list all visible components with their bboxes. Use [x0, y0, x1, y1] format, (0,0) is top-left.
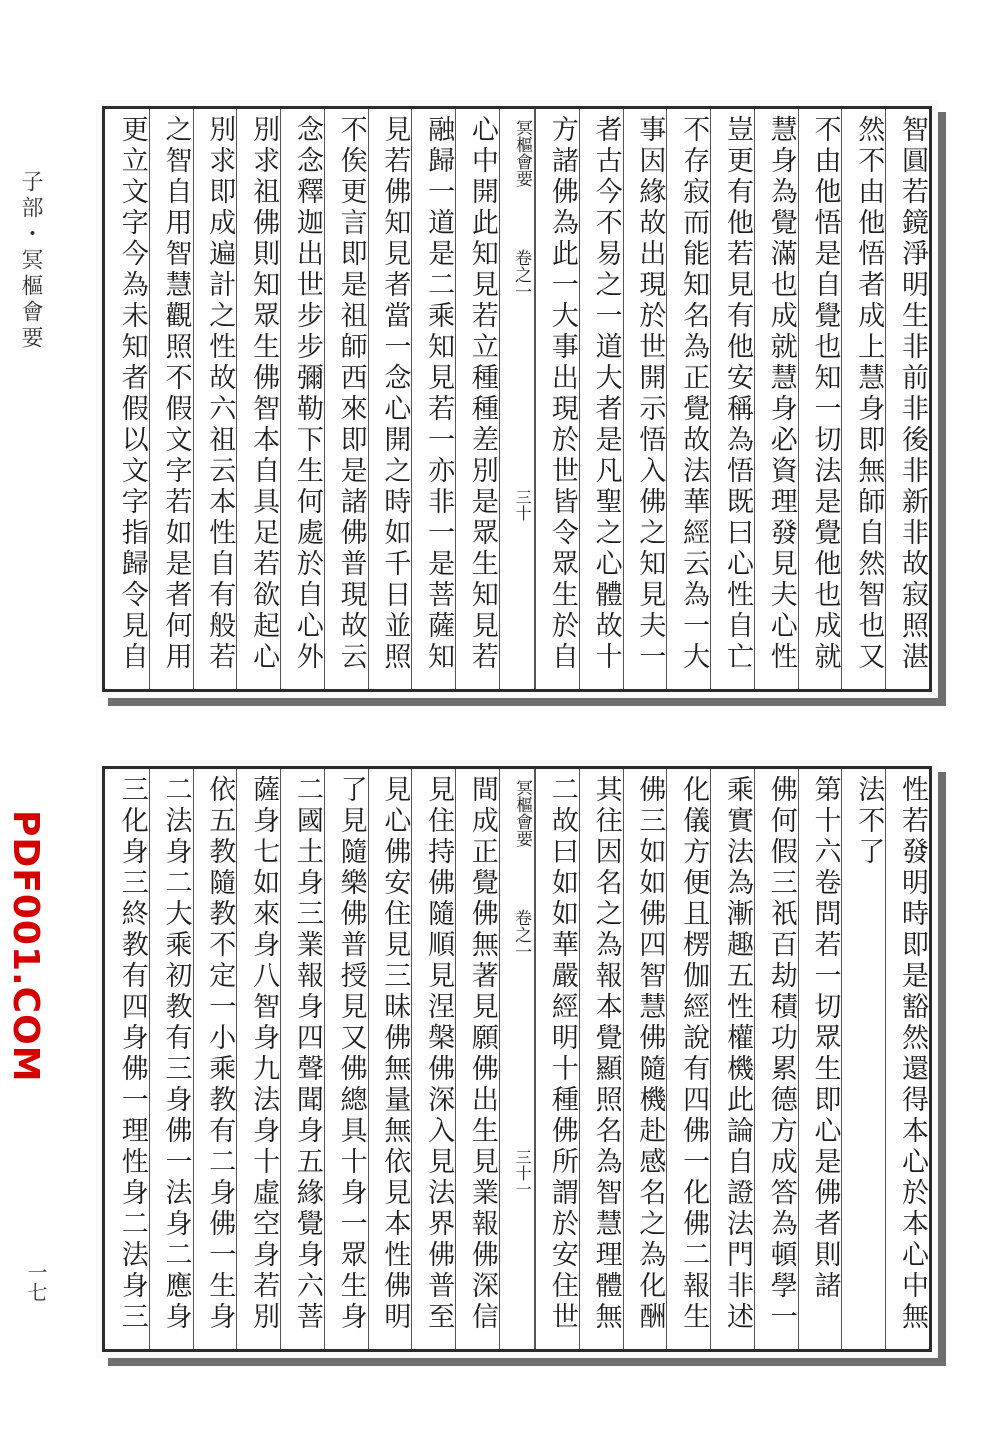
- text-column: 依五教隨教不定一小乘教有二身佛一生身: [193, 769, 237, 1349]
- text-column: 性若發明時即是豁然還得本心於本心中無: [885, 769, 929, 1349]
- center-gutter: [499, 109, 535, 689]
- bottom-text-frame: [102, 766, 932, 1352]
- site-watermark: PDF001.COM: [5, 810, 46, 1083]
- text-column: 豈更有他若見有他安稱為悟既曰心性自亡: [710, 109, 754, 689]
- gutter-folio: 三十一: [513, 1149, 533, 1197]
- text-column: 事因緣故出現於世開示悟入佛之知見夫一: [623, 109, 667, 689]
- text-column: 者古今不易之一道大者是凡聖之心體故十: [579, 109, 623, 689]
- text-column: 二故曰如如華嚴經明十種佛所謂於安住世: [535, 769, 579, 1349]
- gutter-folio: 三十: [513, 489, 533, 521]
- top-text-frame: [102, 106, 932, 692]
- gutter-title: 冥樞會要: [512, 119, 533, 187]
- text-column: 之智自用智慧觀照不假文字若如是者何用: [149, 109, 193, 689]
- text-column: 念念釋迦出世步步彌勒下生何處於自心外: [280, 109, 324, 689]
- top-text-block: [96, 100, 938, 698]
- center-gutter: [499, 769, 535, 1349]
- bottom-text-block: [96, 760, 938, 1358]
- text-column: 間成正覺佛無著見願佛出生見業報佛深信: [455, 769, 499, 1349]
- text-column: 第十六卷問若一切眾生即心是佛者則諸: [798, 769, 842, 1349]
- text-column: 見心佛安住見三昧佛無量無依見本性佛明: [368, 769, 412, 1349]
- text-column: 不存寂而能知名為正覺故法華經云為一大: [666, 109, 710, 689]
- text-column: 更立文字今為未知者假以文字指歸令見自: [116, 115, 148, 673]
- text-column: 二國土身三業報身四聲聞身五緣覺身六菩: [280, 769, 324, 1349]
- text-column: 見若佛知見者當一念心開之時如千日並照: [368, 109, 412, 689]
- text-column: 見住持佛隨順見涅槃佛深入見法界佛普至: [411, 769, 455, 1349]
- text-column: 慧身為覺滿也成就慧身必資理發見夫心性: [754, 109, 798, 689]
- page-number: 一七: [24, 1262, 48, 1302]
- text-column: 化儀方便且楞伽經說有四佛一化佛二報生: [666, 769, 710, 1349]
- text-column: 薩身七如來身八智身九法身十虛空身若別: [236, 769, 280, 1349]
- text-column: 三化身三終教有四身佛一理性身二法身三: [116, 775, 148, 1333]
- text-column: 其往因名之為報本覺顯照名為智慧理體無: [579, 769, 623, 1349]
- text-column: 別求祖佛則知眾生佛智本自具足若欲起心: [236, 109, 280, 689]
- text-column: 二法身二大乘初教有三身佛一法身二應身: [149, 769, 193, 1349]
- text-column: 別求即成遍計之性故六祖云本性自有般若: [193, 109, 237, 689]
- text-column: 智圓若鏡淨明生非前非後非新非故寂照湛: [885, 109, 929, 689]
- text-column: 法不了: [841, 769, 885, 1349]
- text-column: 不由他悟是自覺也知一切法是覺他也成就: [798, 109, 842, 689]
- gutter-title: 冥樞會要: [512, 779, 533, 847]
- text-column: 佛三如如佛四智慧佛隨機赴感名之為化酬: [623, 769, 667, 1349]
- text-column: 然不由他悟者成上慧身即無師自然智也又: [841, 109, 885, 689]
- text-column: 乘實法為漸趣五性權機此論自證法門非述: [710, 769, 754, 1349]
- text-column: 融歸一道是二乘知見若一亦非一是菩薩知: [411, 109, 455, 689]
- text-column: 方諸佛為此一大事出現於世皆令眾生於自: [535, 109, 579, 689]
- text-column: 心中開此知見若立種種差別是眾生知見若: [455, 109, 499, 689]
- text-column: 了見隨樂佛普授見又佛總具十身一眾生身: [324, 769, 368, 1349]
- text-column: 佛何假三祇百劫積功累德方成答為頓學一: [754, 769, 798, 1349]
- gutter-volume: 卷之一: [511, 249, 532, 300]
- text-column: 不俟更言即是祖師西來即是諸佛普現故云: [324, 109, 368, 689]
- gutter-volume: 卷之一: [511, 909, 532, 960]
- book-section-title: 子部・冥樞會要: [18, 170, 43, 352]
